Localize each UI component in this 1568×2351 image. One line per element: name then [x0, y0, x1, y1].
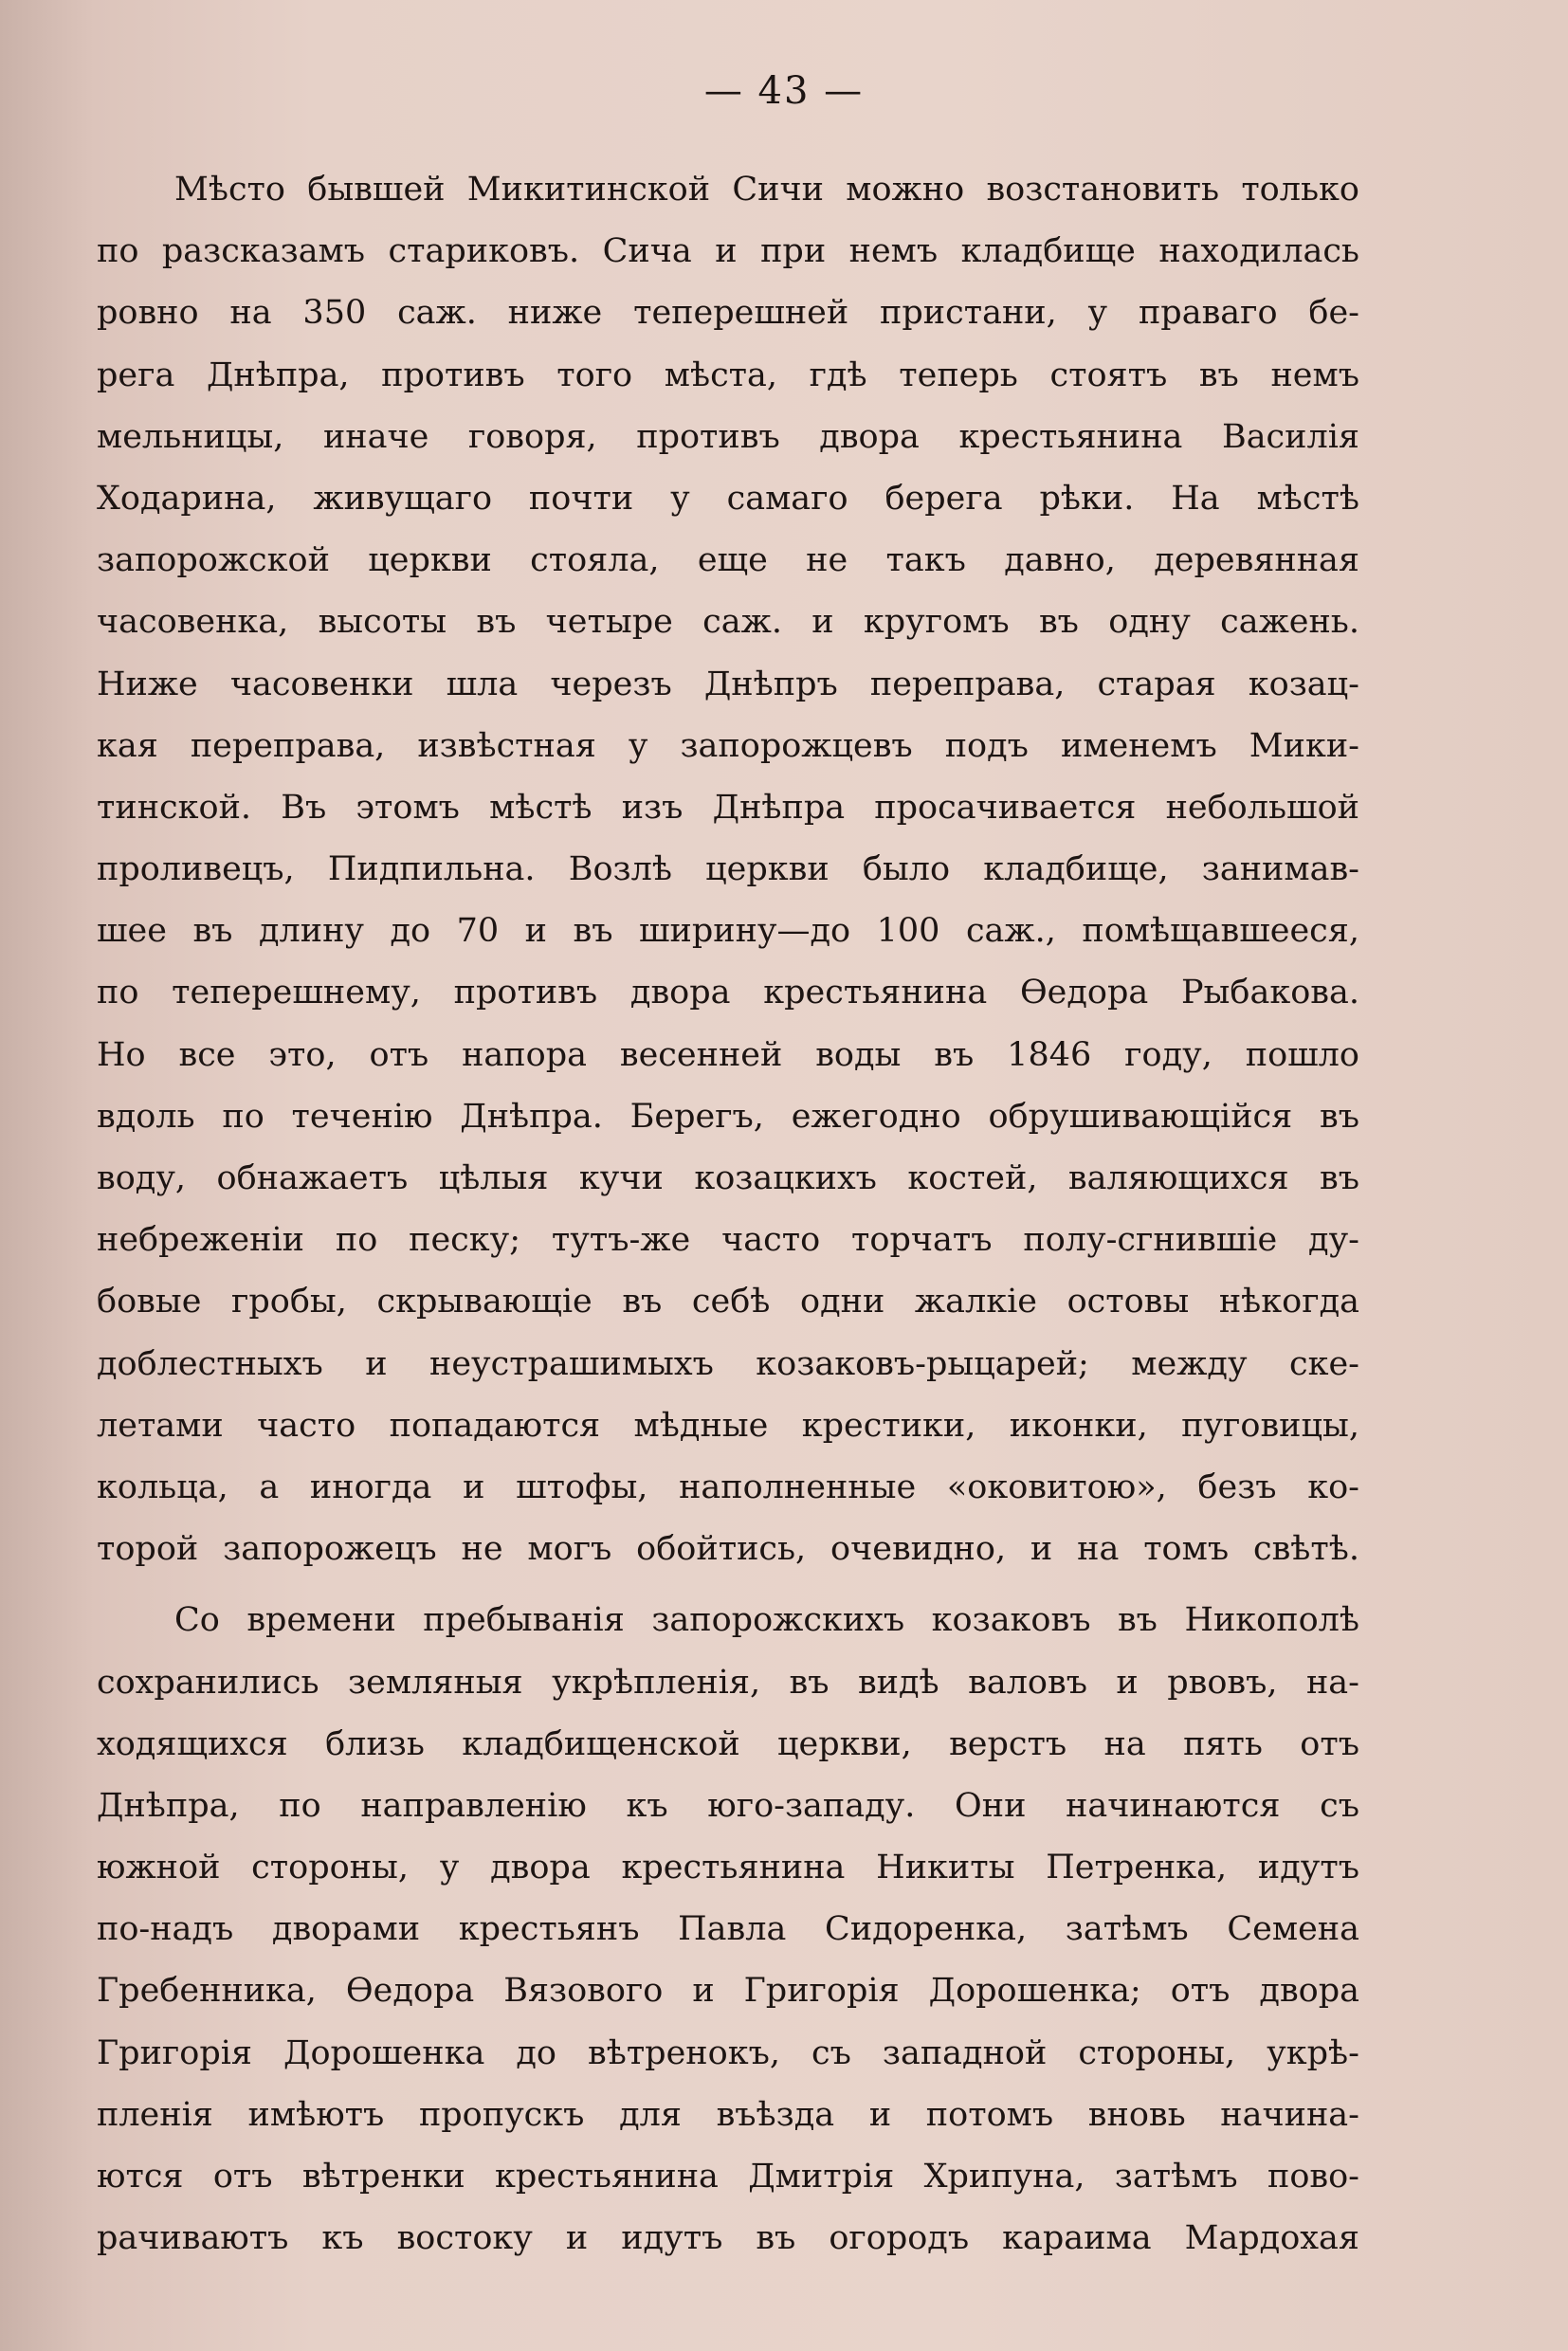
text-line: пленія имѣютъ пропускъ для въѣзда и потомъ вновь начина- [97, 2095, 1359, 2134]
text-line: торой запорожецъ не могъ обойтись, очевидно, и на томъ свѣтѣ. [97, 1530, 1359, 1569]
text-line: Днѣпра, по направленію къ юго-западу. Они начинаются съ [97, 1786, 1359, 1825]
text-line: летами часто попадаются мѣдные крестики, иконки, пуговицы, [97, 1406, 1359, 1445]
text-line: рега Днѣпра, противъ того мѣста, гдѣ теперь стоятъ въ немъ [97, 355, 1359, 394]
text-line: ются отъ вѣтренки крестьянина Дмитрія Хрипуна, затѣмъ пово- [97, 2158, 1359, 2196]
text-line: ровно на 350 саж. ниже теперешней пристани, у праваго бе- [97, 294, 1359, 333]
text-line: бовые гробы, скрывающіе въ себѣ одни жалкіе остовы нѣкогда [97, 1283, 1359, 1321]
text-line: по-надъ дворами крестьянъ Павла Сидоренка, затѣмъ Семена [97, 1910, 1359, 1949]
text-line: тинской. Въ этомъ мѣстѣ изъ Днѣпра просачивается небольшой [97, 788, 1359, 827]
text-line: Григорія Дорошенка до вѣтренокъ, съ западной стороны, укрѣ- [97, 2033, 1359, 2072]
text-line: Ниже часовенки шла черезъ Днѣпръ переправа, старая козац- [97, 665, 1359, 703]
body-text [97, 159, 1359, 2269]
text-line: Гребенника, Өедора Вязового и Григорія Дорошенка; отъ двора [97, 1972, 1359, 2011]
text-line: Мѣсто бывшей Микитинской Сичи можно возстановить только [174, 171, 1359, 209]
text-line: проливецъ, Пидпильна. Возлѣ церкви было кладбище, занимав- [97, 850, 1359, 889]
text-line: часовенка, высоты въ четыре саж. и кругомъ въ одну сажень. [97, 603, 1359, 642]
text-line: доблестныхъ и неустрашимыхъ козаковъ-рыцарей; между ске- [97, 1344, 1359, 1383]
paragraph-2 [97, 1590, 1359, 2269]
text-line: кольца, а иногда и штофы, наполненные «оковитою», безъ ко- [97, 1467, 1359, 1506]
text-line: кая переправа, извѣстная у запорожцевъ подъ именемъ Мики- [97, 726, 1359, 765]
text-line: мельницы, иначе говоря, противъ двора крестьянина Василія [97, 417, 1359, 456]
text-line: Но все это, отъ напора весенней воды въ 1846 году, пошло [97, 1035, 1359, 1074]
text-line: Со времени пребыванія запорожскихъ козаковъ въ Никополѣ [174, 1601, 1359, 1640]
text-line: ходящихся близь кладбищенской церкви, верстъ на пять отъ [97, 1724, 1359, 1763]
text-line: по разсказамъ стариковъ. Сича и при немъ кладбище находилась [97, 232, 1359, 271]
text-line: по теперешнему, противъ двора крестьянина Өедора Рыбакова. [97, 974, 1359, 1012]
text-line: сохранились земляныя укрѣпленія, въ видѣ валовъ и рвовъ, на- [97, 1663, 1359, 1702]
paragraph-1 [97, 159, 1359, 1580]
page-number: — 43 — [703, 69, 865, 113]
text-line: южной стороны, у двора крестьянина Никиты Петренка, идутъ [97, 1849, 1359, 1887]
text-line: Ходарина, живущаго почти у самаго берега рѣки. На мѣстѣ [97, 479, 1359, 518]
text-line: небреженіи по песку; тутъ-же часто торчатъ полу-сгнившіе ду- [97, 1221, 1359, 1260]
text-line: запорожской церкви стояла, еще не такъ давно, деревянная [97, 541, 1359, 580]
text-line: вдоль по теченію Днѣпра. Берегъ, ежегодно обрушивающійся въ [97, 1097, 1359, 1136]
text-line: воду, обнажаетъ цѣлыя кучи козацкихъ костей, валяющихся въ [97, 1159, 1359, 1197]
text-line: шее въ длину до 70 и въ ширину—до 100 саж., помѣщавшееся, [97, 912, 1359, 951]
text-line: рачиваютъ къ востоку и идутъ въ огородъ караима Мардохая [97, 2219, 1359, 2258]
